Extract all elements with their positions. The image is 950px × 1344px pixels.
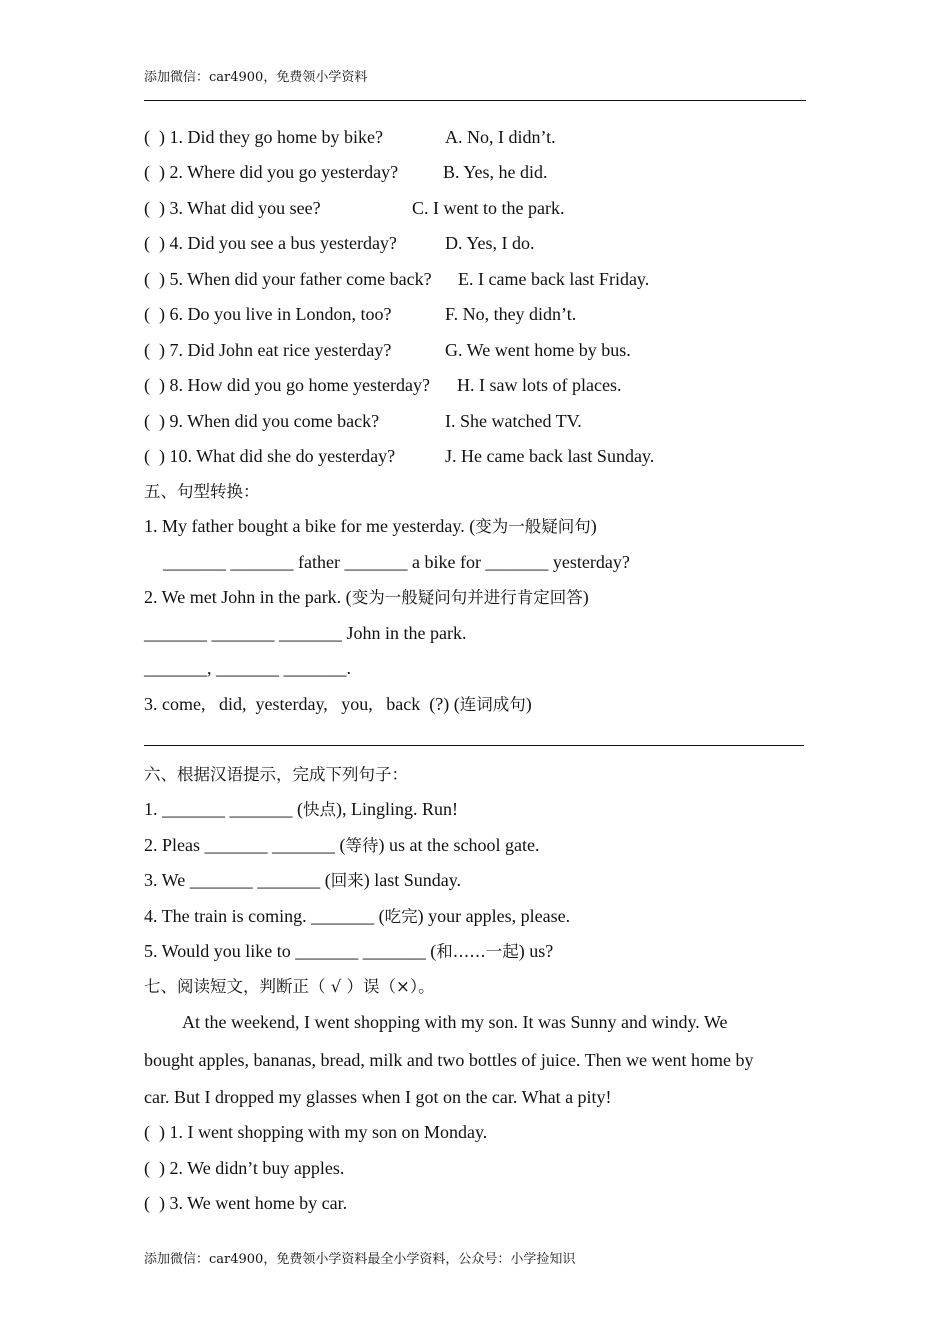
sentence-text: ) last Sunday. [363,870,462,890]
transform-question-2 [144,586,589,609]
instruction-cn: 变为一般疑问句并进行肯定回答 [351,588,583,607]
matching-answer: J. He came back last Sunday. [445,446,655,466]
matching-question: ( ) 2. Where did you go yesterday? [144,162,399,182]
matching-answer: E. I came back last Friday. [458,269,650,289]
close-paren: ) [590,516,597,536]
section-title: 五、句型转换： [144,482,260,501]
matching-question: ( ) 6. Do you live in London, too? [144,304,392,324]
judgement-item: ( ) 3. We went home by car. [144,1193,348,1213]
question-text: 3. come, did, yesterday, you, back (?) ( [144,694,460,714]
matching-question: ( ) 3. What did you see? [144,198,321,218]
hint-cn: 吃完 [384,907,418,926]
matching-question: ( ) 4. Did you see a bus yesterday? [144,233,397,253]
answer-blank-line: _______ _______ _______ John in the park. [144,623,467,643]
matching-question: ( ) 9. When did you come back? [144,411,380,431]
fill-sentence [144,940,553,963]
sentence-text: 1. _______ _______ ( [144,799,303,819]
sentence-text: 4. The train is coming. _______ ( [144,906,385,926]
hint-cn: 快点 [303,800,336,819]
matching-answer: B. Yes, he did. [443,162,548,182]
answer-rule [144,745,804,746]
passage-line: bought apples, bananas, bread, milk and two bottles of juice. Then we went home by [144,1050,754,1070]
hint-cn: 等待 [345,836,379,855]
matching-answer: I. She watched TV. [445,411,582,431]
fill-sentence [144,905,570,928]
matching-answer: A. No, I didn’t. [445,127,556,147]
fill-sentence [144,834,539,857]
matching-answer: G. We went home by bus. [445,340,631,360]
hint-cn: 回来 [330,871,364,890]
question-text: 2. We met John in the park. ( [144,587,352,607]
judgement-item: ( ) 1. I went shopping with my son on Monday. [144,1122,488,1142]
fill-sentence [144,869,461,892]
sentence-text: 3. We _______ _______ ( [144,870,331,890]
close-paren: ) [525,694,532,714]
matching-question: ( ) 10. What did she do yesterday? [144,446,396,466]
close-paren: ) [582,587,589,607]
transform-question-3 [144,693,532,716]
fill-sentence [144,798,458,821]
matching-answer: F. No, they didn’t. [445,304,577,324]
matching-question: ( ) 7. Did John eat rice yesterday? [144,340,392,360]
sentence-text: 5. Would you like to _______ _______ ( [144,941,437,961]
instruction-cn: 连词成句 [459,695,526,714]
judgement-item: ( ) 2. We didn’t buy apples. [144,1158,345,1178]
question-text: 1. My father bought a bike for me yesterday. ( [144,516,476,536]
passage-line: car. But I dropped my glasses when I got on the car. What a pity! [144,1087,612,1107]
answer-blank-line: _______ _______ father _______ a bike for _______ yesterday? [163,552,630,572]
matching-answer: H. I saw lots of places. [457,375,622,395]
sentence-text: ) your apples, please. [417,906,571,926]
sentence-text: ) us at the school gate. [378,835,540,855]
matching-question: ( ) 8. How did you go home yesterday? [144,375,430,395]
sentence-text: 2. Pleas _______ _______ ( [144,835,346,855]
sentence-text: ) us? [518,941,554,961]
matching-answer: D. Yes, I do. [445,233,535,253]
matching-answer: C. I went to the park. [412,198,565,218]
instruction-cn: 变为一般疑问句 [475,517,591,536]
transform-question-1 [144,515,597,538]
hint-cn: 和……一起 [436,942,519,961]
sentence-text: ), Lingling. Run! [336,799,458,819]
matching-question: ( ) 5. When did your father come back? [144,269,432,289]
answer-blank-line: _______, _______ _______. [144,658,351,678]
page-footer: 添加微信：car4900，免费领小学资料最全小学资料，公众号：小学捡知识 [144,1252,576,1267]
matching-question: ( ) 1. Did they go home by bike? [144,127,383,147]
header-divider [144,100,806,101]
section-title: 六、根据汉语提示，完成下列句子： [144,765,408,784]
passage-line: At the weekend, I went shopping with my son. It was Sunny and windy. We [182,1012,728,1032]
section-title: 七、阅读短文，判断正（ √ ）误（×）。 [144,977,435,996]
page-header: 添加微信：car4900，免费领小学资料 [144,70,368,85]
